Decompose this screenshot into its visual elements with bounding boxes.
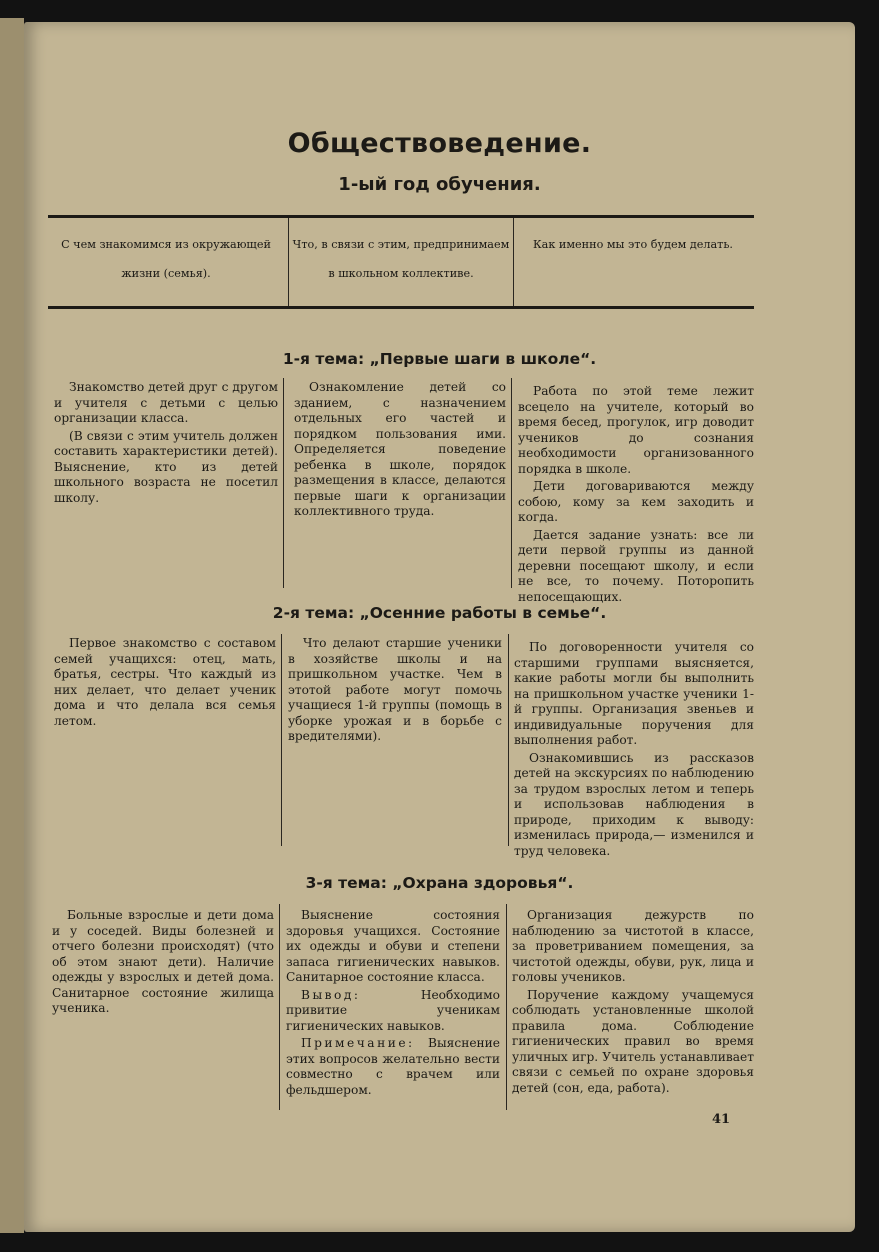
conclusion-label: Вывод: bbox=[301, 987, 361, 1002]
paragraph: Поручение каждому учащемуся соблюдать установленные школой правила дома. Соблюдение гигиенических правил во время уличных игр. Учитель устанавливает связи с семьей по охране здоровья детей (сон, еда, работа). bbox=[512, 987, 754, 1095]
column-divider bbox=[279, 904, 280, 1110]
note-label: Примечание: bbox=[301, 1036, 415, 1050]
conclusion-text: Необходимо привитие ученикам гигиенических навыков. bbox=[286, 987, 500, 1033]
note-text: Выяснение этих вопросов желательно вести совместно с врачем или фельдшером. bbox=[286, 1036, 500, 1097]
column-divider bbox=[281, 634, 282, 846]
theme-1-title: 1-я тема: „Первые шаги в школе“. bbox=[282, 350, 597, 368]
header-column-1: С чем знакомимся из окружающей жизни (семья). bbox=[61, 238, 271, 280]
paragraph: Ознакомление детей со зданием, с назначением отдельных его частей и порядком пользования ими. Определяется поведение ребенка в школе, порядок размещения в классе, делаются первые шаги к организации коллективного труда. bbox=[294, 380, 506, 518]
book-spine bbox=[0, 18, 24, 1233]
theme-2-column-2 bbox=[288, 636, 502, 745]
theme-1-column-1 bbox=[54, 380, 278, 506]
theme-2-column-1 bbox=[54, 636, 276, 729]
paragraph: Выяснение состояния здоровья учащихся. Состояние их одежды и обуви и степени запаса гигиенических навыков. Санитарное состояние класса. bbox=[286, 908, 500, 984]
table-top-rule bbox=[48, 215, 754, 218]
paragraph: Больные взрослые и дети дома и у соседей. Виды болезней и отчего болезни происходят) (что об этом знают дети). Наличие одежды у взрослых и детей дома. Санитарное состояние жилища ученика. bbox=[52, 908, 274, 1015]
theme-3-column-2 bbox=[286, 908, 500, 1098]
paragraph: Организация дежурств по наблюдению за чистотой в классе, за проветриванием помещения, за чистотой одежды, обуви, рук, лица и головы учеников. bbox=[512, 908, 754, 984]
table-bottom-rule bbox=[48, 306, 754, 309]
paragraph: Первое знакомство с составом семей учащихся: отец, мать, братья, сестры. Что каждый из них делает, что делает ученик дома и что делала вся семья летом. bbox=[54, 636, 276, 728]
paragraph: Что делают старшие ученики в хозяйстве школы и на пришкольном участке. Чем в этотой работе могут помочь учащиеся 1-й группы (помощь в уборке урожая и в борьбе с вредителями). bbox=[288, 636, 502, 743]
paragraph: Дается задание узнать: все ли дети первой группы из данной деревни посещают школу, и если не все, то почему. Поторопить непосещающих. bbox=[518, 527, 754, 604]
column-divider bbox=[506, 904, 507, 1110]
paragraph bbox=[286, 988, 500, 1035]
page-subtitle: 1-ый год обучения. bbox=[338, 174, 541, 195]
theme-1-column-2 bbox=[294, 380, 506, 520]
paragraph: По договоренности учителя со старшими группами выясняется, какие работы могли бы выполнить на пришкольном участке ученики 1-й группы. Организация звеньев и индивидуальные поручения для выполнения работ. bbox=[514, 640, 754, 747]
header-column-3: Как именно мы это будем делать. bbox=[533, 238, 733, 251]
paragraph: Работа по этой теме лежит всецело на учителе, который во время бесед, прогулок, игр доводит учеников до сознания необходимости организованного порядка в школе. bbox=[518, 384, 754, 476]
paragraph: (В связи с этим учитель должен составить характеристики детей). Выяснение, кто из детей школьного возраста не посетил школу. bbox=[54, 428, 278, 505]
theme-3-column-1 bbox=[52, 908, 274, 1017]
header-column-divider bbox=[513, 218, 514, 306]
theme-3-title: 3-я тема: „Охрана здоровья“. bbox=[305, 874, 574, 892]
paragraph bbox=[286, 1036, 500, 1098]
theme-2-column-3 bbox=[514, 640, 754, 859]
column-divider bbox=[511, 378, 512, 588]
theme-1-column-3 bbox=[518, 384, 754, 605]
theme-3-column-3 bbox=[512, 908, 754, 1096]
book-page bbox=[24, 22, 855, 1232]
theme-2-title: 2-я тема: „Осенние работы в семье“. bbox=[272, 604, 607, 622]
page-title: Обществоведение. bbox=[287, 128, 592, 159]
paragraph: Дети договариваются между собою, кому за кем заходить и когда. bbox=[518, 479, 754, 524]
column-divider bbox=[283, 378, 284, 588]
header-column-divider bbox=[288, 218, 289, 306]
paragraph: Ознакомившись из рассказов детей на экскурсиях по наблюдению за трудом взрослых летом и теперь и использовав наблюдения в природе, приходим к выводу: изменилась природа,— изменился и труд человека. bbox=[514, 750, 754, 858]
page-number: 41 bbox=[712, 1112, 731, 1127]
column-divider bbox=[508, 634, 509, 846]
header-column-2: Что, в связи с этим, предпринимаем в школьном коллективе. bbox=[292, 238, 510, 280]
paragraph: Знакомство детей друг с другом и учителя с детьми с целью организации класса. bbox=[54, 380, 278, 425]
